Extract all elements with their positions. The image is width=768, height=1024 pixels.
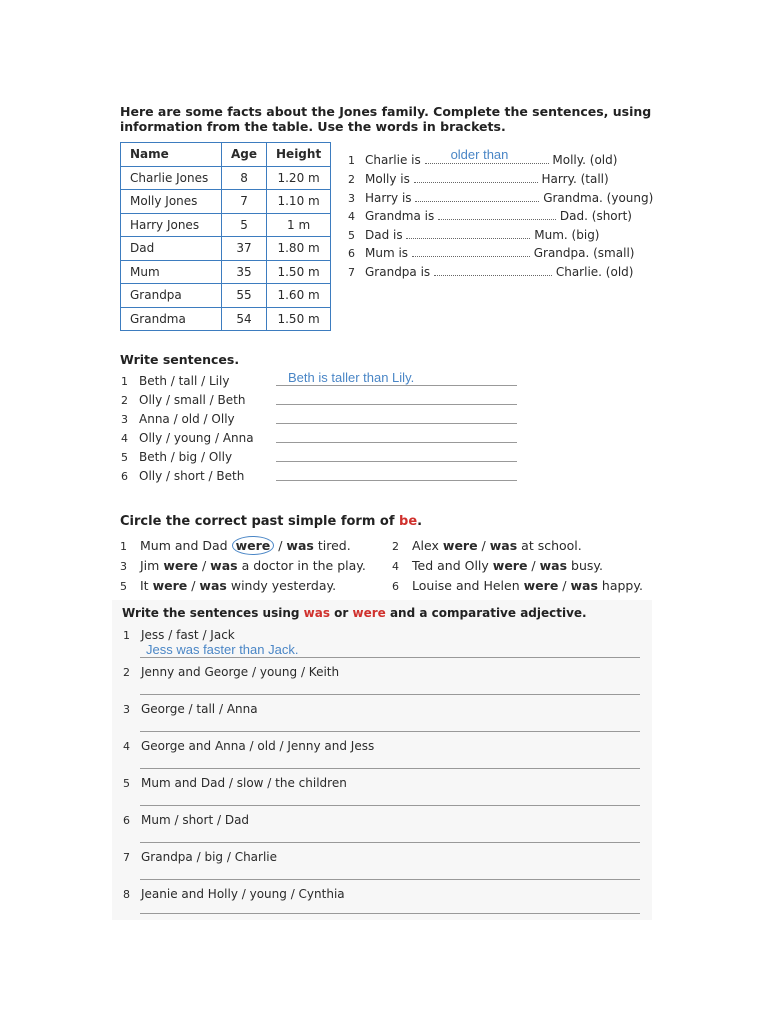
section1-heading-line1: Here are some facts about the Jones family. Complete the sentences, using <box>120 104 652 119</box>
answer-line[interactable] <box>140 805 640 806</box>
item-prompt: Beth / big / Olly <box>139 450 233 464</box>
section1-heading-line2: information from the table. Use the words in brackets. <box>120 119 506 134</box>
item-after: tired. <box>317 538 351 553</box>
header-name: Name <box>121 143 222 167</box>
answer-line[interactable] <box>276 385 517 386</box>
item-prompt: Olly / short / Beth <box>139 469 245 483</box>
sentence-start: Dad is <box>365 228 403 242</box>
answer-line[interactable] <box>276 404 517 405</box>
handwritten-answer: older than <box>450 147 509 162</box>
option-separator: / <box>558 578 571 593</box>
circle-item-1 <box>120 536 351 555</box>
item-before: Mum and Dad <box>140 538 228 553</box>
item-number: 2 <box>121 394 128 407</box>
circle-item-3 <box>120 556 366 575</box>
item-prompt: George and Anna / old / Jenny and Jess <box>141 739 375 753</box>
complete-sentence-5 <box>348 226 600 244</box>
item-before: Jim <box>140 558 160 573</box>
option-was[interactable]: was <box>286 538 314 553</box>
item-prompt: Olly / small / Beth <box>139 393 246 407</box>
comparative-item-8 <box>123 885 345 903</box>
circle-item-2 <box>392 536 582 555</box>
answer-line[interactable] <box>276 423 517 424</box>
option-was[interactable]: was <box>570 578 598 593</box>
answer-line[interactable] <box>140 694 640 695</box>
sentence-end: Molly. (old) <box>552 153 618 167</box>
section4-heading-was: was <box>303 606 330 620</box>
option-was[interactable]: was <box>489 538 518 553</box>
section4-heading-a: Write the sentences using <box>122 606 304 620</box>
option-separator: / <box>477 538 490 553</box>
comparative-item-6 <box>123 811 249 829</box>
table-row <box>121 213 331 237</box>
table-cell-height: 1.50 m <box>267 260 331 284</box>
answer-blank[interactable] <box>425 147 549 164</box>
sentence-end: Mum. (big) <box>534 228 600 242</box>
section4-heading <box>122 606 587 621</box>
sentence-end: Grandma. (young) <box>543 191 654 205</box>
table-cell-name: Charlie Jones <box>121 166 222 190</box>
table-cell-name: Grandma <box>121 307 222 331</box>
item-number: 2 <box>348 173 355 186</box>
write-item-4 <box>121 429 254 448</box>
item-prompt: George / tall / Anna <box>141 702 258 716</box>
answer-blank[interactable] <box>412 244 530 257</box>
item-number: 5 <box>121 451 128 464</box>
table-cell-name: Harry Jones <box>121 213 222 237</box>
item-number: 4 <box>392 560 399 573</box>
write-item-3 <box>121 410 235 429</box>
answer-blank[interactable] <box>406 226 530 239</box>
option-were[interactable]: were <box>523 578 559 593</box>
item-number: 7 <box>123 851 130 864</box>
table-cell-height: 1.20 m <box>267 166 331 190</box>
write-item-2 <box>121 391 245 410</box>
answer-line[interactable] <box>276 480 517 481</box>
table-header-row <box>121 143 331 167</box>
option-was[interactable]: was <box>539 558 568 573</box>
answer-line[interactable] <box>140 768 640 769</box>
option-were[interactable]: were <box>152 578 188 593</box>
section4-heading-were: were <box>352 606 386 620</box>
item-prompt: Mum and Dad / slow / the children <box>141 776 347 790</box>
option-were-circled[interactable]: were <box>232 536 275 555</box>
sentence-start: Charlie is <box>365 153 421 167</box>
section3-heading <box>120 514 422 529</box>
item-after: a doctor in the play. <box>241 558 366 573</box>
answer-line[interactable] <box>140 731 640 732</box>
section3-heading-text: Circle the correct past simple form of <box>120 514 400 529</box>
item-after: windy yesterday. <box>230 578 337 593</box>
item-before: Ted and Olly <box>412 558 489 573</box>
sentence-start: Harry is <box>365 191 412 205</box>
table-cell-height: 1.10 m <box>267 190 331 214</box>
table-cell-age: 54 <box>222 307 267 331</box>
item-prompt: Anna / old / Olly <box>139 412 235 426</box>
item-prompt: Olly / young / Anna <box>139 431 254 445</box>
option-was[interactable]: was <box>199 578 227 593</box>
complete-sentence-1 <box>348 147 618 169</box>
table-cell-age: 8 <box>222 166 267 190</box>
table-cell-height: 1.50 m <box>267 307 331 331</box>
write-item-6 <box>121 467 244 486</box>
table-row <box>121 260 331 284</box>
sentence-end: Grandpa. (small) <box>533 246 635 260</box>
item-number: 7 <box>348 266 355 279</box>
handwritten-answer: Jess was faster than Jack. <box>146 642 299 657</box>
item-number: 4 <box>348 210 355 223</box>
circle-item-6 <box>392 576 643 595</box>
header-height: Height <box>267 143 331 167</box>
item-after: at school. <box>521 538 582 553</box>
option-were[interactable]: were <box>492 558 528 573</box>
option-separator: / <box>274 538 287 553</box>
item-number: 6 <box>123 814 130 827</box>
handwritten-answer: Beth is taller than Lily. <box>288 370 415 385</box>
section4-heading-or: or <box>329 606 353 620</box>
answer-blank[interactable] <box>415 189 539 202</box>
complete-sentence-2 <box>348 170 609 188</box>
item-prompt: Beth / tall / Lily <box>139 374 230 388</box>
item-number: 5 <box>120 580 127 593</box>
complete-sentence-3 <box>348 189 653 207</box>
item-number: 4 <box>123 740 130 753</box>
write-item-1 <box>121 372 229 391</box>
answer-line[interactable] <box>140 657 640 658</box>
table-cell-age: 5 <box>222 213 267 237</box>
item-number: 2 <box>392 540 399 553</box>
family-facts-table <box>120 142 331 331</box>
table-cell-name: Dad <box>121 237 222 261</box>
section3-heading-be: be <box>399 514 418 529</box>
table-cell-height: 1.80 m <box>267 237 331 261</box>
item-prompt: Jess / fast / Jack <box>141 628 235 642</box>
item-after: happy. <box>601 578 643 593</box>
table-cell-age: 35 <box>222 260 267 284</box>
sentence-end: Dad. (short) <box>559 209 632 223</box>
item-number: 6 <box>121 470 128 483</box>
answer-blank[interactable] <box>438 207 556 220</box>
option-were[interactable]: were <box>163 558 198 573</box>
item-number: 3 <box>121 413 128 426</box>
item-number: 6 <box>348 247 355 260</box>
table-cell-age: 55 <box>222 284 267 308</box>
table-cell-height: 1.60 m <box>267 284 331 308</box>
table-row <box>121 284 331 308</box>
option-separator: / <box>527 558 540 573</box>
sentence-end: Charlie. (old) <box>555 265 634 279</box>
item-number: 1 <box>123 629 130 642</box>
item-prompt: Mum / short / Dad <box>141 813 250 827</box>
item-number: 3 <box>123 703 130 716</box>
table-cell-height: 1 m <box>267 213 331 237</box>
item-number: 4 <box>121 432 128 445</box>
option-were[interactable]: were <box>442 538 478 553</box>
table-cell-name: Mum <box>121 260 222 284</box>
item-before: Alex <box>412 538 439 553</box>
answer-line[interactable] <box>140 879 640 880</box>
complete-sentence-4 <box>348 207 632 225</box>
comparative-item-2 <box>123 663 339 681</box>
answer-line[interactable] <box>276 442 517 443</box>
answer-line[interactable] <box>140 842 640 843</box>
comparative-item-4 <box>123 737 374 755</box>
comparative-item-7 <box>123 848 277 866</box>
item-before: Louise and Helen <box>412 578 520 593</box>
item-number: 3 <box>348 192 355 205</box>
answer-line[interactable] <box>276 461 517 462</box>
table-cell-name: Grandpa <box>121 284 222 308</box>
section3-heading-period: . <box>417 514 423 529</box>
item-number: 1 <box>120 540 127 553</box>
table-row <box>121 190 331 214</box>
circle-item-5 <box>120 576 336 595</box>
option-separator: / <box>187 578 200 593</box>
item-prompt: Grandpa / big / Charlie <box>141 850 278 864</box>
complete-sentence-6 <box>348 244 634 262</box>
circle-item-4 <box>392 556 603 575</box>
section1-heading <box>120 104 651 134</box>
table-row <box>121 166 331 190</box>
item-number: 3 <box>120 560 127 573</box>
answer-blank[interactable] <box>434 263 552 276</box>
item-number: 5 <box>348 229 355 242</box>
item-number: 8 <box>123 888 130 901</box>
sentence-start: Grandma is <box>365 209 435 223</box>
item-after: busy. <box>571 558 604 573</box>
write-item-5 <box>121 448 232 467</box>
table-cell-name: Molly Jones <box>121 190 222 214</box>
header-age: Age <box>222 143 267 167</box>
section4-heading-b: and a comparative adjective. <box>385 606 587 620</box>
item-number: 1 <box>348 154 355 167</box>
sentence-start: Grandpa is <box>365 265 431 279</box>
option-separator: / <box>198 558 211 573</box>
complete-sentence-7 <box>348 263 633 281</box>
section2-heading: Write sentences. <box>120 352 240 367</box>
item-prompt: Jenny and George / young / Keith <box>141 665 340 679</box>
sentence-end: Harry. (tall) <box>541 172 609 186</box>
item-before: It <box>140 578 149 593</box>
table-row <box>121 237 331 261</box>
item-prompt: Jeanie and Holly / young / Cynthia <box>141 887 345 901</box>
sentence-start: Mum is <box>365 246 409 260</box>
comparative-item-3 <box>123 700 258 718</box>
answer-blank[interactable] <box>414 170 538 183</box>
comparative-item-5 <box>123 774 347 792</box>
table-row <box>121 307 331 331</box>
item-number: 5 <box>123 777 130 790</box>
table-cell-age: 37 <box>222 237 267 261</box>
item-number: 6 <box>392 580 399 593</box>
answer-line[interactable] <box>140 913 640 914</box>
table-cell-age: 7 <box>222 190 267 214</box>
item-number: 2 <box>123 666 130 679</box>
option-was[interactable]: was <box>210 558 238 573</box>
item-number: 1 <box>121 375 128 388</box>
sentence-start: Molly is <box>365 172 410 186</box>
